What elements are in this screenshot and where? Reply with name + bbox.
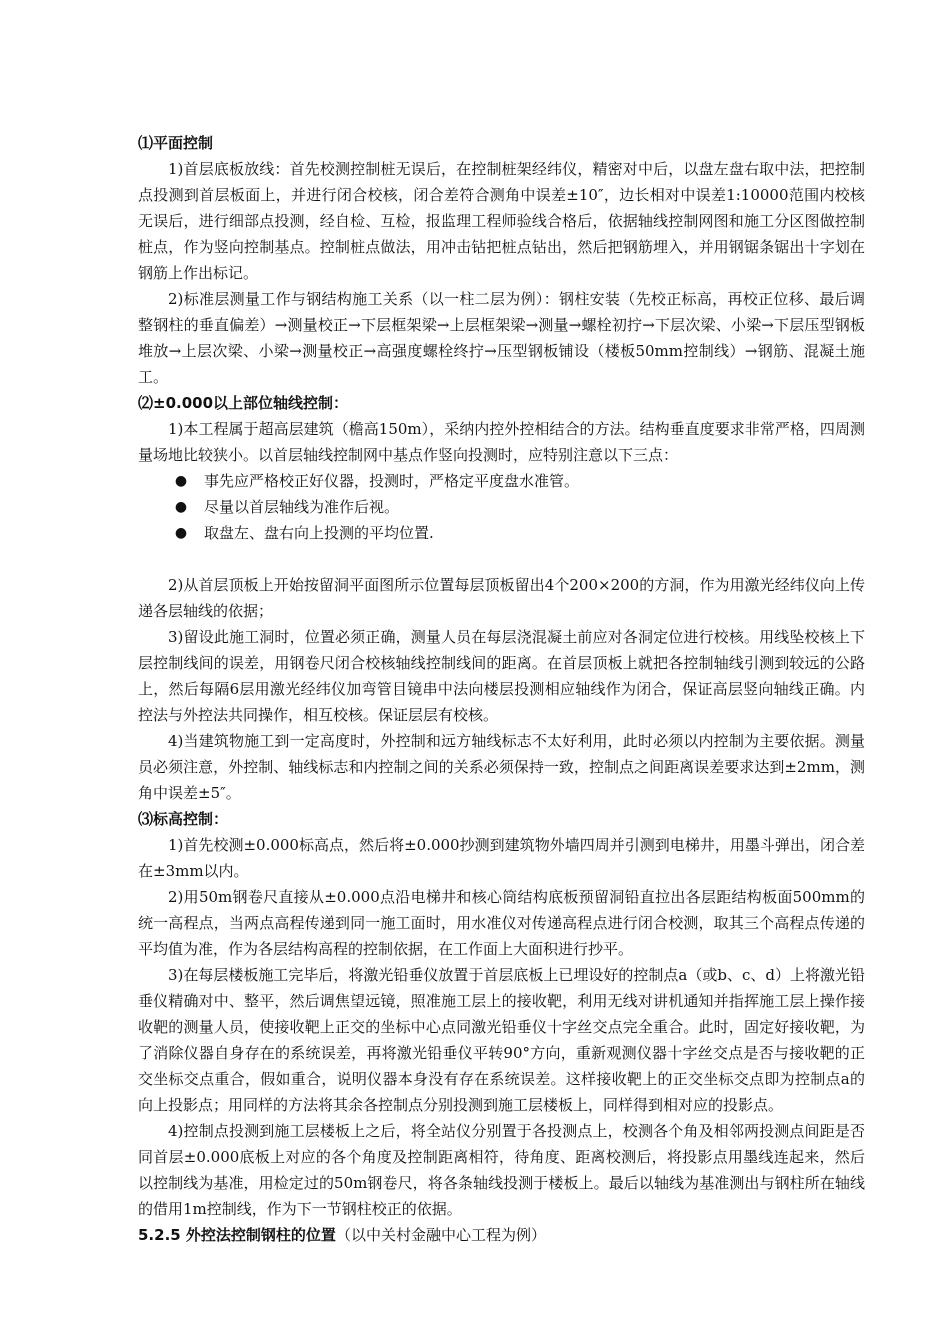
bullet-text: 尽量以首层轴线为准作后视。	[204, 498, 400, 516]
paragraph-elevation-transfer: 2)用50m钢卷尺直接从±0.000点沿电梯井和核心筒结构底板预留洞铅直拉出各层距结构板面500mm的统一高程点，当两点高程传递到同一施工面时，用水准仪对传递高程点进行闭合校测，取其三个高程点传递的平均值为准，作为各层结构高程的控制依据，在工作面上大面积进行抄平。	[138, 888, 865, 958]
document-page	[138, 130, 865, 1248]
section-heading-external-control	[138, 1222, 865, 1248]
paragraph-elevation-check: 1)首先校测±0.000标高点，然后将±0.000抄测到建筑物外墙四周并引测到电梯井，用墨斗弹出，闭合差在±3mm以内。	[138, 836, 865, 880]
section-heading-title: 5.2.5 外控法控制钢柱的位置	[138, 1226, 336, 1244]
section-heading-elevation-control: ⑶标高控制：	[138, 810, 229, 828]
section-heading-plane-control: ⑴平面控制	[138, 134, 214, 152]
section-heading-note: （以中关村金融中心工程为例）	[335, 1226, 546, 1244]
paragraph-hole-verification: 3)留设此施工洞时，位置必须正确，测量人员在每层浇混凝土前应对各洞定位进行校核。用线坠校核上下层控制线间的误差，用钢卷尺闭合校核轴线控制线间的距离。在首层顶板上就把各控制轴线引测到较远的公路上，然后每隔6层用激光经纬仪加弯管目镜串中法向楼层投测相应轴线作为闭合，保证高层竖向轴线正确。内控法与外控法共同操作，相互校核。保证层层有校核。	[138, 628, 865, 724]
list-item	[138, 520, 865, 546]
bullet-text: 事先应严格校正好仪器，投测时，严格定平度盘水准管。	[204, 472, 580, 490]
paragraph-standard-floor-survey: 2)标准层测量工作与钢结构施工关系（以一柱二层为例）：钢柱安装（先校正标高，再校正位移、最后调整钢柱的垂直偏差）→测量校正→下层框架梁→上层框架梁→测量→螺栓初拧→下层次梁、小梁→下层压型钢板堆放→上层次梁、小梁→测量校正→高强度螺栓终拧→压型钢板铺设（楼板50mm控制线）→钢筋、混凝土施工。	[138, 290, 865, 386]
bullet-icon: ●	[174, 499, 188, 515]
paragraph-axis-method: 1)本工程属于超高层建筑（檐高150m），采纳内控外控相结合的方法。结构垂直度要求非常严格，四周测量场地比较狭小。以首层轴线控制网中基点作竖向投测时，应特别注意以下三点：	[138, 420, 865, 464]
bullet-icon: ●	[174, 473, 188, 489]
paragraph-reserved-holes: 2)从首层顶板上开始按留洞平面图所示位置每层顶板留出4个200×200的方洞，作为用激光经纬仪向上传递各层轴线的依据；	[138, 576, 865, 620]
section-heading-axis-control: ⑵±0.000以上部位轴线控制：	[138, 394, 349, 412]
list-item	[138, 468, 865, 494]
paragraph-total-station: 4)控制点投测到施工层楼板上之后，将全站仪分别置于各投测点上，校测各个角及相邻两投测点间距是否同首层±0.000底板上对应的各个角度及控制距离相符，待角度、距离校测后，将投影点用墨线连起来，然后以控制线为基准，用检定过的50m钢卷尺，将各条轴线投测于楼板上。最后以轴线为基准测出与钢柱所在轴线的借用1m控制线，作为下一节钢柱校正的依据。	[138, 1122, 865, 1218]
list-item	[138, 494, 865, 520]
paragraph-internal-control: 4)当建筑物施工到一定高度时，外控制和远方轴线标志不太好利用，此时必须以内控制为主要依据。测量员必须注意，外控制、轴线标志和内控制之间的关系必须保持一致，控制点之间距离误差要求达到±2mm，测角中误差±5″。	[138, 732, 865, 802]
spacer	[138, 546, 865, 572]
bullet-list	[138, 468, 865, 546]
bullet-text: 取盘左、盘右向上投测的平均位置.	[204, 524, 434, 542]
paragraph-laser-plumb: 3)在每层楼板施工完毕后，将激光铅垂仪放置于首层底板上已埋设好的控制点a（或b、c、d）上将激光铅垂仪精确对中、整平，然后调焦望远镜，照准施工层上的接收靶，利用无线对讲机通知并指挥施工层上操作接收靶的测量人员，使接收靶上正交的坐标中心点同激光铅垂仪十字丝交点完全重合。此时，固定好接收靶，为了消除仪器自身存在的系统误差，再将激光铅垂仪平转90°方向，重新观测仪器十字丝交点是否与接收靶的正交坐标交点重合，假如重合，说明仪器本身没有存在系统误差。这样接收靶上的正交坐标交点即为控制点a的向上投影点；用同样的方法将其余各控制点分别投测到施工层楼板上，同样得到相对应的投影点。	[138, 966, 865, 1114]
bullet-icon: ●	[174, 525, 188, 541]
paragraph-first-floor-layout: 1)首层底板放线：首先校测控制桩无误后，在控制桩架经纬仪，精密对中后，以盘左盘右取中法，把控制点投测到首层板面上，并进行闭合校核，闭合差符合测角中误差±10″，边长相对中误差1:10000范围内校核无误后，进行细部点投测，经自检、互检，报监理工程师验线合格后，依据轴线控制网图和施工分区图做控制桩点，作为竖向控制基点。控制桩点做法，用冲击钻把桩点钻出，然后把钢筋埋入，并用钢锯条锯出十字划在钢筋上作出标记。	[138, 160, 865, 282]
